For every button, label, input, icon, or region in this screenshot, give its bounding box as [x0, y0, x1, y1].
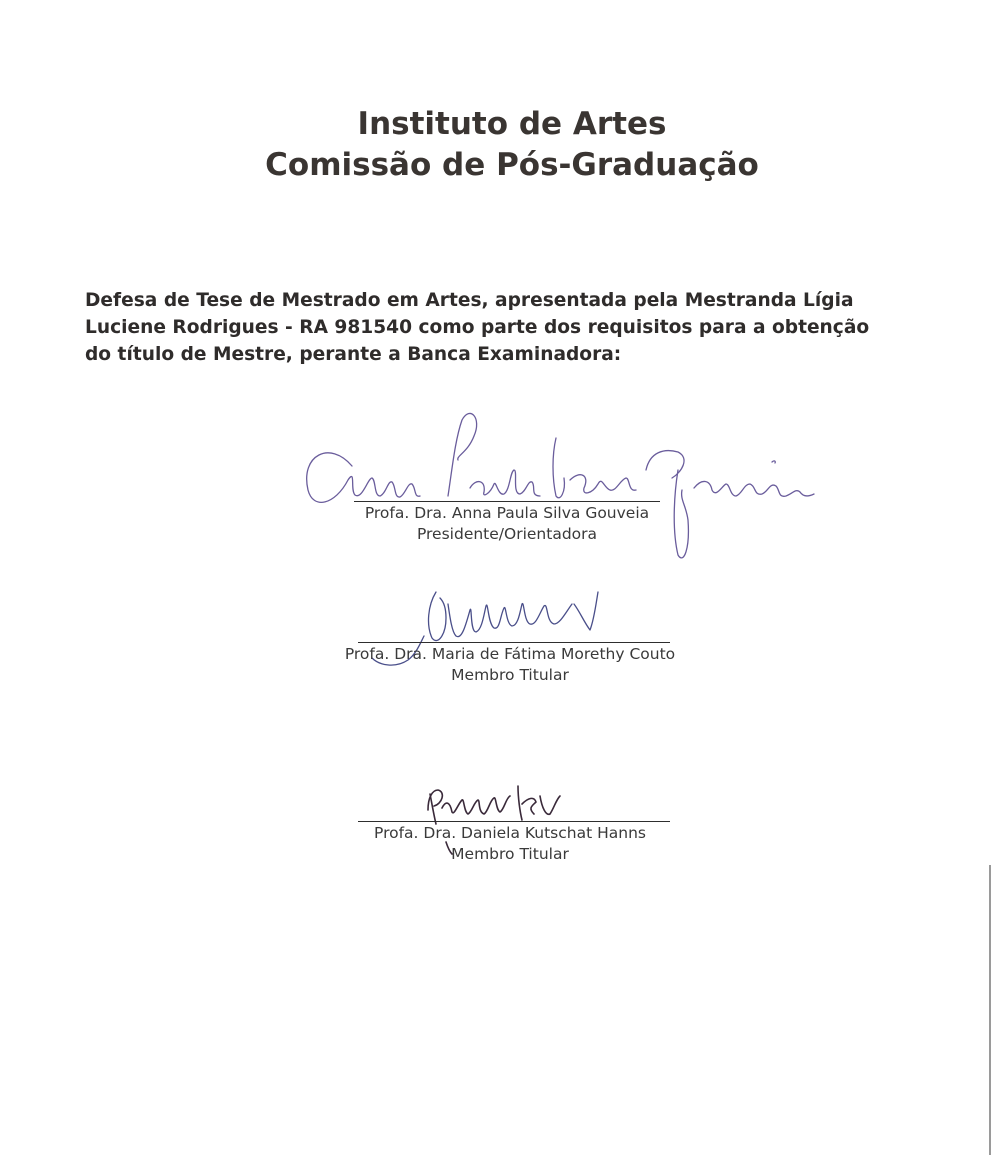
statement-line-3: do título de Mestre, perante a Banca Examinadora: [85, 344, 622, 365]
committee-member-titular-2 [330, 823, 690, 865]
committee-member-president [330, 503, 684, 545]
document-header [0, 104, 992, 186]
signature-line [358, 642, 670, 643]
signature-line [354, 501, 660, 502]
member-role: Membro Titular [451, 666, 569, 684]
member-name: Profa. Dra. Daniela Kutschat Hanns [374, 824, 646, 842]
statement-line-1: Defesa de Tese de Mestrado em Artes, apresentada pela Mestranda Lígia [85, 290, 854, 311]
institution-title: Instituto de Artes [357, 106, 667, 142]
member-name: Profa. Dra. Anna Paula Silva Gouveia [364, 504, 650, 522]
committee-member-titular-1 [310, 644, 710, 686]
member-role: Presidente/Orientadora [416, 525, 598, 543]
member-name: Profa. Dra. Maria de Fátima Morethy Couto [344, 645, 676, 663]
statement-line-2: Luciene Rodrigues - RA 981540 como parte dos requisitos para a obtenção [85, 317, 870, 338]
commission-title: Comissão de Pós-Graduação [265, 147, 759, 183]
signature-line [358, 821, 670, 822]
scan-edge-line [989, 865, 991, 1155]
member-role: Membro Titular [451, 845, 569, 863]
defense-statement [85, 287, 925, 368]
